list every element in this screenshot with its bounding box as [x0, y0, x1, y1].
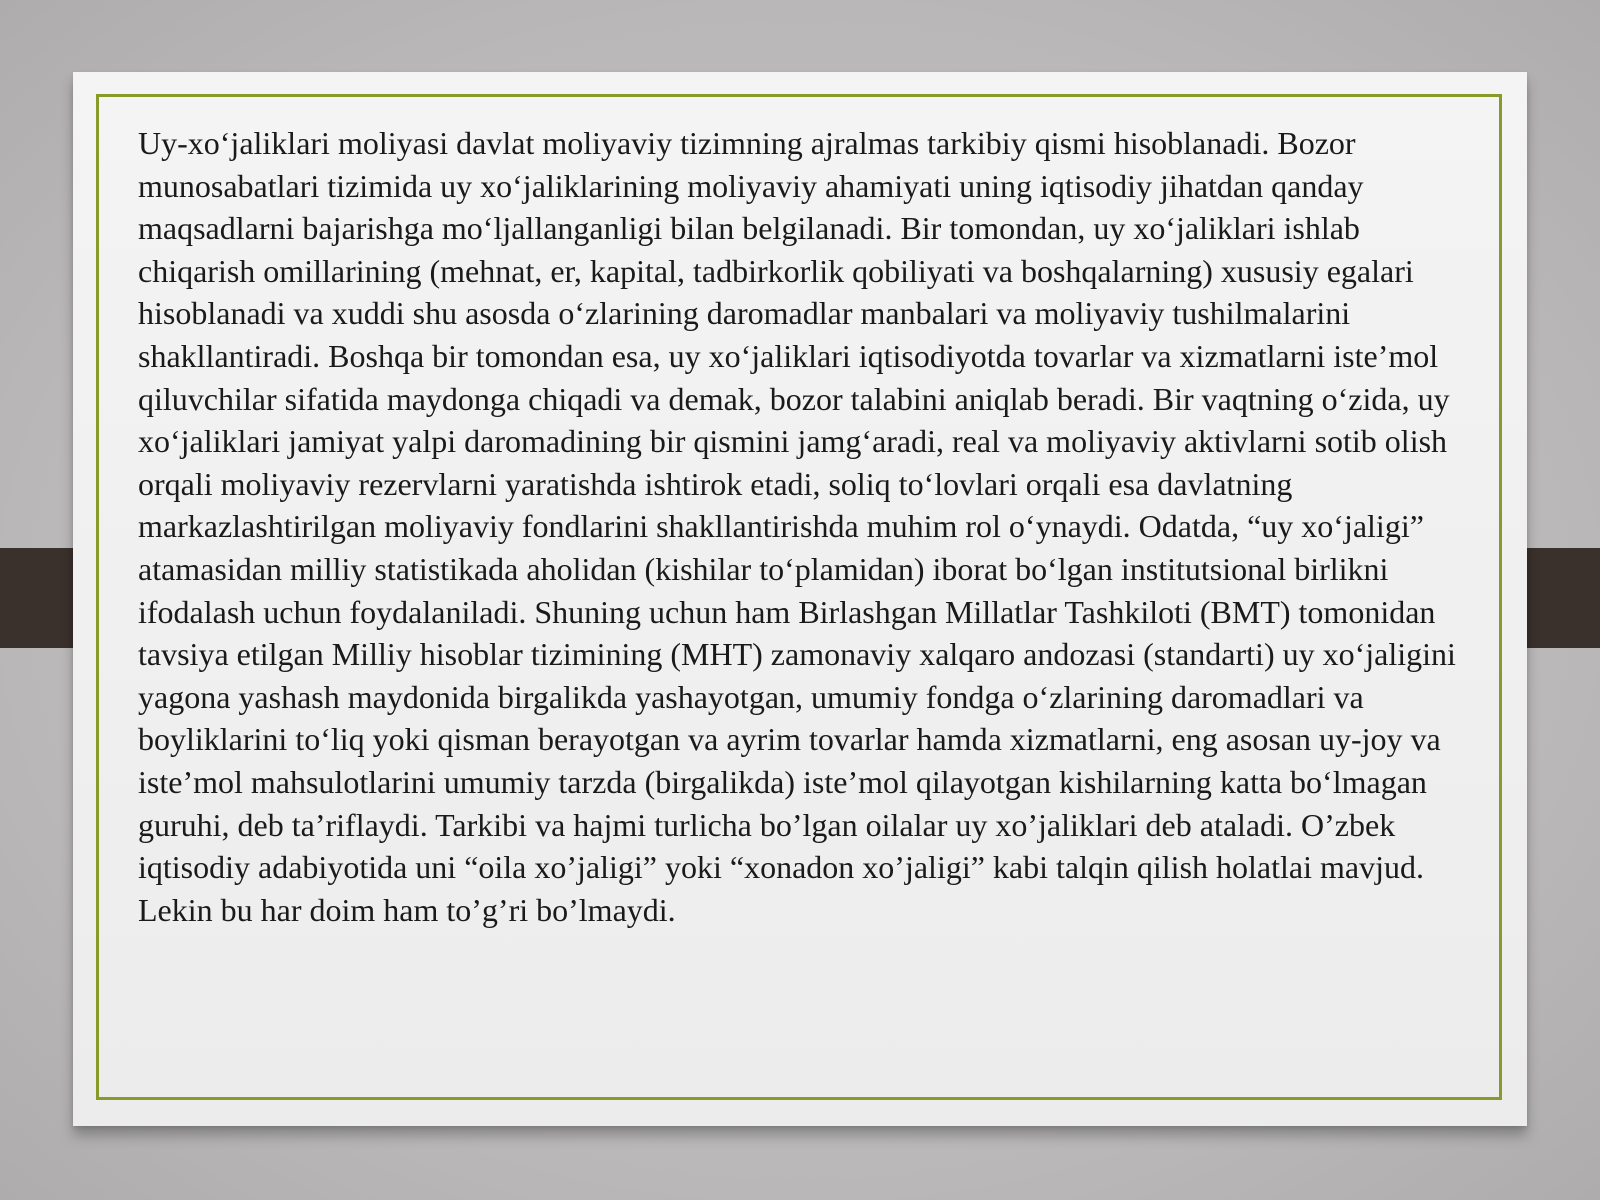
slide-card — [73, 72, 1527, 1126]
slide-body-text: Uy-xo‘jaliklari moliyasi davlat moliyaviy tizimning ajralmas tarkibiy qismi hisoblanadi. Bozor munosabatlari tizimida uy xo‘jaliklarining moliyaviy ahamiyati uning iqtisodiy jihatdan qanday maqsadlarni bajarishga mo‘ljallanganligi bilan belgilanadi. Bir tomondan, uy xo‘jaliklari ishlab chiqarish omillarining (mehnat, er, kapital, tadbirkorlik qobiliyati va boshqalarning) xususiy egalari hisoblanadi va xuddi shu asosda o‘zlarining daromadlar manbalari va moliyaviy tushilmalarini shakllantiradi. Boshqa bir tomondan esa, uy xo‘jaliklari iqtisodiyotda tovarlar va xizmatlarni iste’mol qiluvchilar sifatida maydonga chiqadi va demak, bozor talabini aniqlab beradi. Bir vaqtning o‘zida, uy xo‘jaliklari jamiyat yalpi daromadining bir qismini jamg‘aradi, real va moliyaviy aktivlarni sotib olish orqali moliyaviy rezervlarni yaratishda ishtirok etadi, soliq to‘lovlari orqali esa davlatning markazlashtirilgan moliyaviy fondlarini shakllantirishda muhim rol o‘ynaydi. Odatda, “uy xo‘jaligi” atamasidan milliy statistikada aholidan (kishilar to‘plamidan) iborat bo‘lgan institutsional birlikni ifodalash uchun foydalaniladi. Shuning uchun ham Birlashgan Millatlar Tashkiloti (BMT) tomonidan tavsiya etilgan Milliy hisoblar tizimining (MHT) zamonaviy xalqaro andozasi (standarti) uy xo‘jaligini yagona yashash maydonida birgalikda yashayotgan, umumiy fondga o‘zlarining daromadlari va boyliklarini to‘liq yoki qisman berayotgan va ayrim tovarlar hamda xizmatlarni, eng asosan uy-joy va iste’mol mahsulotlarini umumiy tarzda (birgalikda) iste’mol qilayotgan kishilarning katta bo‘lmagan guruhi, deb ta’riflaydi. Tarkibi va hajmi turlicha bo’lgan oilalar uy xo’jaliklari deb ataladi. O’zbek iqtisodiy adabiyotida uni “oila xo’jaligi” yoki “xonadon xo’jaligi” kabi talqin qilish holatlai mavjud. Lekin bu har doim ham to’g’ri bo’lmaydi. — [138, 125, 1456, 928]
